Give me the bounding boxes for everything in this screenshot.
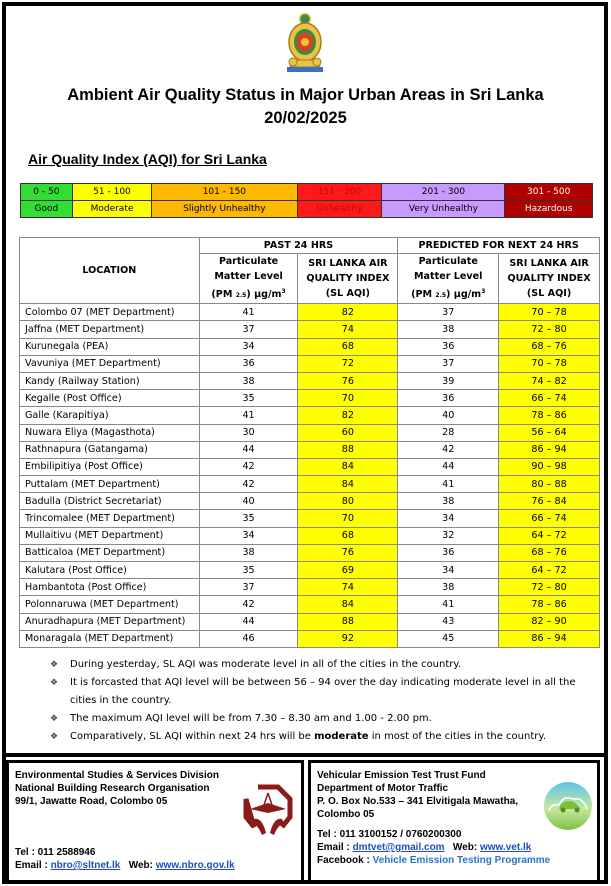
- location-cell: Nuwara Eliya (Magasthota): [20, 424, 200, 441]
- scale-label-very-unhealthy: Very Unhealthy: [382, 201, 505, 218]
- location-cell: Colombo 07 (MET Department): [20, 304, 200, 321]
- diamond-bullet-icon: ❖: [50, 732, 59, 742]
- table-row: [20, 493, 600, 510]
- past-pm-cell: 36: [199, 355, 298, 372]
- table-row: [20, 355, 600, 372]
- scale-range-good: 0 - 50: [21, 184, 73, 201]
- nbro-web-link[interactable]: www.nbro.gov.lk: [155, 860, 235, 871]
- past-aqi-cell: 74: [298, 579, 398, 596]
- past-aqi-cell: 88: [298, 441, 398, 458]
- vet-address: P. O. Box No.533 – 341 Elvitigala Mawatha,: [317, 796, 519, 807]
- vet-email-link[interactable]: dmtvet@gmail.com: [352, 842, 445, 853]
- pred-pm-cell: 32: [398, 527, 499, 544]
- past-aqi-cell: 82: [298, 407, 398, 424]
- location-cell: Embilipitiya (Post Office): [20, 458, 200, 475]
- vet-tel: Tel : 011 3100152 / 0760200300: [317, 829, 462, 840]
- table-row: [20, 630, 600, 647]
- nbro-email-web: Email : nbro@sltnet.lk Web: www.nbro.gov.lk: [15, 860, 235, 871]
- pred-pm-cell: 45: [398, 630, 499, 647]
- vet-web-link[interactable]: www.vet.lk: [479, 842, 532, 853]
- pred-pm-cell: 41: [398, 476, 499, 493]
- pred-pm-cell: 34: [398, 562, 499, 579]
- past-aqi-cell: 68: [298, 527, 398, 544]
- table-row: [20, 321, 600, 338]
- location-cell: Badulla (District Secretariat): [20, 493, 200, 510]
- table-row: [20, 458, 600, 475]
- header-past-aqi: SRI LANKA AIR QUALITY INDEX (SL AQI): [298, 254, 398, 304]
- pred-aqi-cell: 56 – 64: [499, 424, 600, 441]
- pred-aqi-cell: 78 – 86: [499, 407, 600, 424]
- past-pm-cell: 30: [199, 424, 298, 441]
- page-title: Ambient Air Quality Status in Major Urban Areas in Sri Lanka: [67, 86, 544, 104]
- vet-city: Colombo 05: [317, 809, 375, 820]
- vet-facebook: Facebook : Vehicle Emission Testing Programme: [317, 855, 551, 866]
- past-pm-cell: 35: [199, 390, 298, 407]
- nbro-tel: Tel : 011 2588946: [15, 847, 96, 858]
- past-pm-cell: 44: [199, 441, 298, 458]
- location-cell: Kandy (Railway Station): [20, 372, 200, 389]
- location-cell: Kurunegala (PEA): [20, 338, 200, 355]
- pred-aqi-cell: 70 – 78: [499, 304, 600, 321]
- location-cell: Jaffna (MET Department): [20, 321, 200, 338]
- table-row: [20, 613, 600, 630]
- past-pm-cell: 38: [199, 372, 298, 389]
- pred-pm-cell: 34: [398, 510, 499, 527]
- nbro-email-link[interactable]: nbro@sltnet.lk: [50, 860, 121, 871]
- location-cell: Vavuniya (MET Department): [20, 355, 200, 372]
- past-aqi-cell: 68: [298, 338, 398, 355]
- report-date: 20/02/2025: [264, 109, 347, 127]
- sri-lanka-emblem-icon: [283, 12, 327, 74]
- past-aqi-cell: 74: [298, 321, 398, 338]
- note-item: ❖ It is forcasted that AQI level will be between 56 – 94 over the day indicating moderate level in all the cities in the country.: [50, 674, 590, 710]
- past-pm-cell: 44: [199, 613, 298, 630]
- location-cell: Kegalle (Post Office): [20, 390, 200, 407]
- pred-aqi-cell: 78 – 86: [499, 596, 600, 613]
- location-cell: Mullaitivu (MET Department): [20, 527, 200, 544]
- table-row: [20, 372, 600, 389]
- past-pm-cell: 40: [199, 493, 298, 510]
- pred-aqi-cell: 74 – 82: [499, 372, 600, 389]
- note-item: ❖ During yesterday, SL AQI was moderate level in all of the cities in the country.: [50, 656, 590, 674]
- pred-pm-cell: 37: [398, 355, 499, 372]
- nbro-division: Environmental Studies & Services Division: [15, 770, 219, 781]
- past-aqi-cell: 82: [298, 304, 398, 321]
- pred-aqi-cell: 64 – 72: [499, 562, 600, 579]
- location-cell: Monaragala (MET Department): [20, 630, 200, 647]
- pred-aqi-cell: 82 – 90: [499, 613, 600, 630]
- past-pm-cell: 37: [199, 579, 298, 596]
- pred-pm-cell: 28: [398, 424, 499, 441]
- scale-range-very-unhealthy: 201 - 300: [382, 184, 505, 201]
- location-cell: Kalutara (Post Office): [20, 562, 200, 579]
- pred-pm-cell: 44: [398, 458, 499, 475]
- scale-range-moderate: 51 - 100: [72, 184, 151, 201]
- vet-facebook-link[interactable]: Vehicle Emission Testing Programme: [372, 855, 551, 866]
- pred-aqi-cell: 72 – 80: [499, 321, 600, 338]
- pred-pm-cell: 38: [398, 579, 499, 596]
- header-pred-pm: Particulate Matter Level (PM 2.5) $\mu g/m^3$: [398, 254, 499, 304]
- pred-pm-cell: 42: [398, 441, 499, 458]
- pred-aqi-cell: 90 – 98: [499, 458, 600, 475]
- pred-aqi-cell: 64 – 72: [499, 527, 600, 544]
- past-pm-cell: 41: [199, 407, 298, 424]
- past-pm-cell: 42: [199, 476, 298, 493]
- scale-range-unhealthy: 151 - 200: [297, 184, 382, 201]
- diamond-bullet-icon: ❖: [50, 660, 59, 670]
- past-aqi-cell: 76: [298, 544, 398, 561]
- header-pred-aqi: SRI LANKA AIR QUALITY INDEX (SL AQI): [499, 254, 600, 304]
- past-aqi-cell: 76: [298, 372, 398, 389]
- past-pm-cell: 34: [199, 338, 298, 355]
- pred-pm-cell: 43: [398, 613, 499, 630]
- aqi-data-table: [19, 237, 600, 648]
- location-cell: Batticaloa (MET Department): [20, 544, 200, 561]
- scale-label-moderate: Moderate: [72, 201, 151, 218]
- past-pm-cell: 35: [199, 510, 298, 527]
- pred-aqi-cell: 72 – 80: [499, 579, 600, 596]
- table-row: [20, 596, 600, 613]
- location-cell: Polonnaruwa (MET Department): [20, 596, 200, 613]
- past-aqi-cell: 72: [298, 355, 398, 372]
- pred-aqi-cell: 86 – 94: [499, 630, 600, 647]
- table-row: [20, 510, 600, 527]
- aqi-scale-ranges: [21, 184, 593, 201]
- scale-label-good: Good: [21, 201, 73, 218]
- table-row: [20, 527, 600, 544]
- location-cell: Puttalam (MET Department): [20, 476, 200, 493]
- vet-contact-box: [308, 760, 600, 884]
- diamond-bullet-icon: ❖: [50, 714, 59, 724]
- scale-label-slightly-unhealthy: Slightly Unhealthy: [152, 201, 297, 218]
- past-aqi-cell: 84: [298, 596, 398, 613]
- past-aqi-cell: 80: [298, 493, 398, 510]
- pred-aqi-cell: 68 – 76: [499, 338, 600, 355]
- pred-aqi-cell: 80 – 88: [499, 476, 600, 493]
- nbro-contact-box: [6, 760, 304, 884]
- table-row: [20, 424, 600, 441]
- note-item: ❖ The maximum AQI level will be from 7.30 – 8.30 am and 1.00 - 2.00 pm.: [50, 710, 590, 728]
- footer: [2, 753, 608, 884]
- location-cell: Galle (Karapitiya): [20, 407, 200, 424]
- pred-aqi-cell: 68 – 76: [499, 544, 600, 561]
- scale-range-slightly-unhealthy: 101 - 150: [152, 184, 297, 201]
- pred-aqi-cell: 66 – 74: [499, 510, 600, 527]
- pred-pm-cell: 39: [398, 372, 499, 389]
- summary-notes: [50, 656, 590, 746]
- table-row: [20, 476, 600, 493]
- past-pm-cell: 37: [199, 321, 298, 338]
- table-row: [20, 441, 600, 458]
- nbro-address: 99/1, Jawatte Road, Colombo 05: [15, 796, 168, 807]
- header-location: LOCATION: [20, 238, 200, 304]
- table-row: [20, 304, 600, 321]
- header-predicted-24hrs: PREDICTED FOR NEXT 24 HRS: [398, 238, 600, 254]
- pred-aqi-cell: 66 – 74: [499, 390, 600, 407]
- past-pm-cell: 34: [199, 527, 298, 544]
- scale-label-unhealthy: Unhealthy: [297, 201, 382, 218]
- vet-email-web: Email : dmtvet@gmail.com Web: www.vet.lk: [317, 842, 532, 853]
- pred-pm-cell: 36: [398, 390, 499, 407]
- past-aqi-cell: 60: [298, 424, 398, 441]
- pred-pm-cell: 41: [398, 596, 499, 613]
- pred-pm-cell: 40: [398, 407, 499, 424]
- past-pm-cell: 38: [199, 544, 298, 561]
- location-cell: Rathnapura (Gatangama): [20, 441, 200, 458]
- diamond-bullet-icon: ❖: [50, 678, 59, 688]
- past-aqi-cell: 69: [298, 562, 398, 579]
- pred-pm-cell: 37: [398, 304, 499, 321]
- table-row: [20, 579, 600, 596]
- past-aqi-cell: 92: [298, 630, 398, 647]
- past-pm-cell: 41: [199, 304, 298, 321]
- past-pm-cell: 35: [199, 562, 298, 579]
- past-pm-cell: 42: [199, 458, 298, 475]
- table-row: [20, 338, 600, 355]
- pred-pm-cell: 36: [398, 338, 499, 355]
- past-aqi-cell: 84: [298, 458, 398, 475]
- location-cell: Hambantota (Post Office): [20, 579, 200, 596]
- aqi-section-heading: Air Quality Index (AQI) for Sri Lanka: [28, 151, 267, 167]
- past-aqi-cell: 84: [298, 476, 398, 493]
- header-past-24hrs: PAST 24 HRS: [199, 238, 398, 254]
- note-item: ❖ Comparatively, SL AQI within next 24 hrs will be moderate in most of the cities in the country.: [50, 728, 590, 746]
- aqi-scale-labels: [21, 201, 593, 218]
- vet-fund: Vehicular Emission Test Trust Fund: [317, 770, 486, 781]
- pred-aqi-cell: 76 – 84: [499, 493, 600, 510]
- location-cell: Trincomalee (MET Department): [20, 510, 200, 527]
- table-row: [20, 562, 600, 579]
- scale-range-hazardous: 301 - 500: [505, 184, 593, 201]
- table-row: [20, 544, 600, 561]
- scale-label-hazardous: Hazardous: [505, 201, 593, 218]
- table-row: [20, 407, 600, 424]
- header-past-pm: Particulate Matter Level (PM 2.5) $\mu g/m^3$: [199, 254, 298, 304]
- vet-department: Department of Motor Traffic: [317, 783, 449, 794]
- pred-aqi-cell: 70 – 78: [499, 355, 600, 372]
- vet-logo-icon: [543, 781, 593, 831]
- past-aqi-cell: 70: [298, 390, 398, 407]
- nbro-organisation: National Building Research Organisation: [15, 783, 210, 794]
- pred-aqi-cell: 86 – 94: [499, 441, 600, 458]
- pred-pm-cell: 38: [398, 493, 499, 510]
- past-pm-cell: 46: [199, 630, 298, 647]
- past-aqi-cell: 88: [298, 613, 398, 630]
- pred-pm-cell: 38: [398, 321, 499, 338]
- nbro-logo-icon: [242, 783, 294, 839]
- pred-pm-cell: 36: [398, 544, 499, 561]
- past-pm-cell: 42: [199, 596, 298, 613]
- past-aqi-cell: 70: [298, 510, 398, 527]
- location-cell: Anuradhapura (MET Department): [20, 613, 200, 630]
- table-row: [20, 390, 600, 407]
- aqi-scale-legend: [20, 183, 593, 218]
